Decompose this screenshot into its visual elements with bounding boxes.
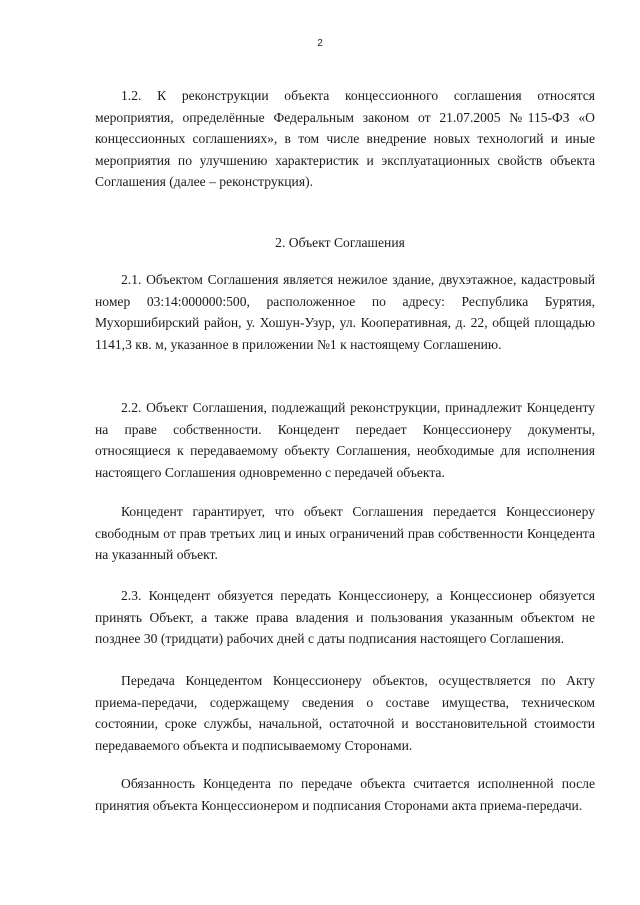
paragraph-2-2-guarantee: Концедент гарантирует, что объект Соглашения передается Концессионеру свободным от прав третьих лиц и иных ограничений прав собственности Концедента на указанный объект.: [95, 504, 595, 562]
paragraph-2-3: 2.3. Концедент обязуется передать Концессионеру, а Концессионер обязуется принять Объект, а также права владения и пользования указанным объектом не позднее 30 (тридцати) рабочих дней с даты подписания настоящего Соглашения.: [95, 588, 595, 646]
paragraph-2-1: 2.1. Объектом Соглашения является нежилое здание, двухэтажное, кадастровый номер 03:14:000000:500, расположенное по адресу: Республика Бурятия, Мухоршибирский район, у. Хошун-Узур, ул. Кооперативная, д. 22, общей площадью 1141,3 кв. м, указанное в приложении №1 к настоящему Соглашению.: [95, 272, 595, 352]
paragraph-1-2: 1.2. К реконструкции объекта концессионного соглашения относятся мероприятия, определённые Федеральным законом от 21.07.2005 №115-ФЗ «О концессионных соглашениях», в том числе внедрение новых технологий и иные мероприятия по улучшению характеристик и эксплуатационных свойств объекта Соглашения (далее – реконструкция).: [95, 88, 595, 189]
section-heading-object: 2. Объект Соглашения: [275, 235, 405, 250]
paragraph-2-3-obligation: Обязанность Концедента по передаче объекта считается исполненной после принятия объекта Концессионером и подписания Сторонами акта приема-передачи.: [95, 776, 595, 813]
paragraph-2-2: 2.2. Объект Соглашения, подлежащий реконструкции, принадлежит Концеденту на праве собственности. Концедент передает Концессионеру документы, относящиеся к передаваемому объекту Соглашения, необходимые для исполнения настоящего Соглашения одновременно с передачей объекта.: [95, 400, 595, 480]
paragraph-2-3-transfer-act: Передача Концедентом Концессионеру объектов, осуществляется по Акту приема-передачи, содержащему сведения о составе имущества, техническом состоянии, сроке службы, начальной, остаточной и восстановительной стоимости передаваемого объекта и подписываемому Сторонами.: [95, 673, 595, 753]
page-number: 2: [317, 38, 323, 49]
